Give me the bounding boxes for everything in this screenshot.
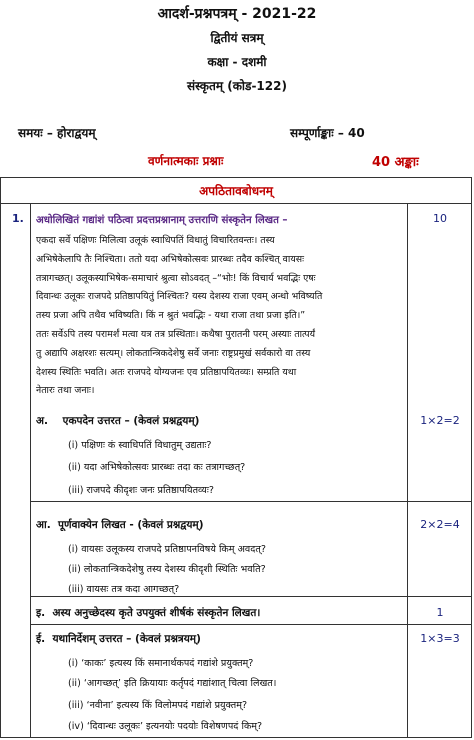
part-a-label: एकपदेन उत्तरत – (केवलं प्रश्नद्वयम्) <box>62 415 200 427</box>
part-b-item: (ii) लोकतान्त्रिकदेशेषु तस्य देशस्य कीदृशी स्थितिः भवति? <box>68 564 266 575</box>
passage-line: तत्रागच्छत्। उलूकस्याभिषेक-समाचारं श्रुत्वा सोऽवदत् –“भोः! किं विचार्य भवद्भिः एषः <box>36 272 316 284</box>
passage-line: तस्य प्रजा अपि तथैव भविष्यति। किं न श्रुतं भवद्भिः - यथा राजा तथा प्रजा इति।” <box>36 310 306 322</box>
subject-label: संस्कृतम् (कोड-122) <box>187 79 287 93</box>
part-b-item: (iii) वायसः तत्र कदा आगच्छत्? <box>68 584 180 595</box>
time-allowed: समयः – होराद्वयम् <box>18 126 96 140</box>
passage-line: देशस्य स्थितिः भवति। अतः राजपदे योग्यजनः एव प्रतिष्ठापयितव्यः। सम्प्रति यथा <box>36 366 297 378</box>
part-c-prefix: इ. <box>36 607 46 619</box>
part-b-heading <box>36 518 204 532</box>
section-marks: 40 अङ्काः <box>372 155 419 170</box>
part-a-prefix: अ. <box>36 415 49 427</box>
question-heading: अधोलिखितं गद्यांशं पठित्वा प्रदत्तप्रश्नानाम् उत्तराणि संस्कृतेन लिखत – <box>36 215 288 226</box>
passage-line: नेतारः तथा जनाः। <box>36 385 95 397</box>
table-divider <box>30 624 472 625</box>
part-b-marks: 2×2=4 <box>420 518 460 531</box>
question-marks: 10 <box>433 212 447 225</box>
part-d-item: (iii) ‘नवीना’ इत्यस्य किं विलोमपदं गद्यांशे प्रयुक्तम्? <box>68 700 248 711</box>
paper-title: आदर्श-प्रश्नपत्रम् - 2021-22 <box>157 6 317 22</box>
part-a-item: (i) पक्षिणः कं स्वाधिपतिं विधातुम् उद्यताः? <box>68 440 212 451</box>
table-divider <box>30 501 472 502</box>
passage-line: एकदा सर्वे पक्षिणः मिलित्वा उलूकं स्वाधिपतिं विधातुं विचारितवन्तः। तस्य <box>36 235 275 246</box>
part-d-label: यथानिर्देशम् उत्तरत – (केवलं प्रश्नत्रयम्) <box>52 633 201 645</box>
part-a-heading <box>36 414 199 428</box>
passage <box>36 232 408 401</box>
part-d-item: (i) ‘काकः’ इत्यस्य किं समानार्थकपदं गद्यांशे प्रयुक्तम्? <box>68 658 254 669</box>
part-a-item: (iii) राजपदे कीदृशः जनः प्रतिष्ठापयितव्यः? <box>68 485 214 496</box>
part-b-label: पूर्णवाक्येन लिखत - (केवलं प्रश्नद्वयम्) <box>58 519 204 531</box>
part-a-item: (ii) यदा अभिषेकोत्सवः प्रारब्धः तदा कः तत्रागच्छत्? <box>68 462 246 473</box>
part-c-marks: 1 <box>436 606 444 619</box>
total-marks: सम्पूर्णाङ्काः – 40 <box>290 126 365 140</box>
question-number: 1. <box>12 212 24 225</box>
part-d-marks: 1×3=3 <box>420 632 460 645</box>
table-divider <box>30 596 472 597</box>
table-divider <box>0 203 472 204</box>
part-c-heading <box>36 606 260 620</box>
section-banner: अपठितावबोधनम् <box>199 184 273 198</box>
passage-line: तु अद्यापि अक्षरशः सत्यम्। लोकतान्त्रिकदेशेषु सर्वे जनाः राष्ट्रप्रमुखं सर्वकारो वा तस्य <box>36 347 311 359</box>
class-label: कक्षा - दशमी <box>207 55 267 69</box>
part-d-item: (ii) ‘आगच्छत्’ इति क्रियायाः कर्तृपदं गद्यांशात् चित्वा लिखत। <box>68 678 277 689</box>
passage-line: ततः सर्वेऽपि तस्य परामर्शं मत्वा यत्र तत्र प्रस्थिताः। कथैषा पुरातनी परम् अस्याः तात्पर्यं <box>36 328 316 340</box>
part-a-marks: 1×2=2 <box>420 414 460 427</box>
term-label: द्वितीयं सत्रम् <box>210 31 264 45</box>
part-c-label: अस्य अनुच्छेदस्य कृते उपयुक्तं शीर्षकं संस्कृतेन लिखत। <box>52 607 261 619</box>
table-divider <box>30 203 31 738</box>
part-b-item: (i) वायसः उलूकस्य राजपदे प्रतिष्ठापनविषये किम् अवदत्? <box>68 544 266 555</box>
passage-line: दिवान्धः उलूकः राजपदे प्रतिष्ठापयितुं निश्चितः? यस्य देशस्य राजा एवम् अन्धो भविष्यति <box>36 291 323 303</box>
part-b-prefix: आ. <box>36 519 51 531</box>
part-d-prefix: ई. <box>36 633 46 645</box>
part-d-heading <box>36 632 201 646</box>
passage-line: अभिषेकेलापि तैः निश्चिता। ततो यदा अभिषेकोत्सवः प्रारब्धः तदैव कश्चित् वायसः <box>36 253 304 265</box>
section-title: वर्णनात्मकाः प्रश्नाः <box>148 154 224 168</box>
part-d-item: (iv) ‘दिवान्धः उलूकः’ इत्यनयोः पदयोः विशेषणपदं किम्? <box>68 721 263 732</box>
